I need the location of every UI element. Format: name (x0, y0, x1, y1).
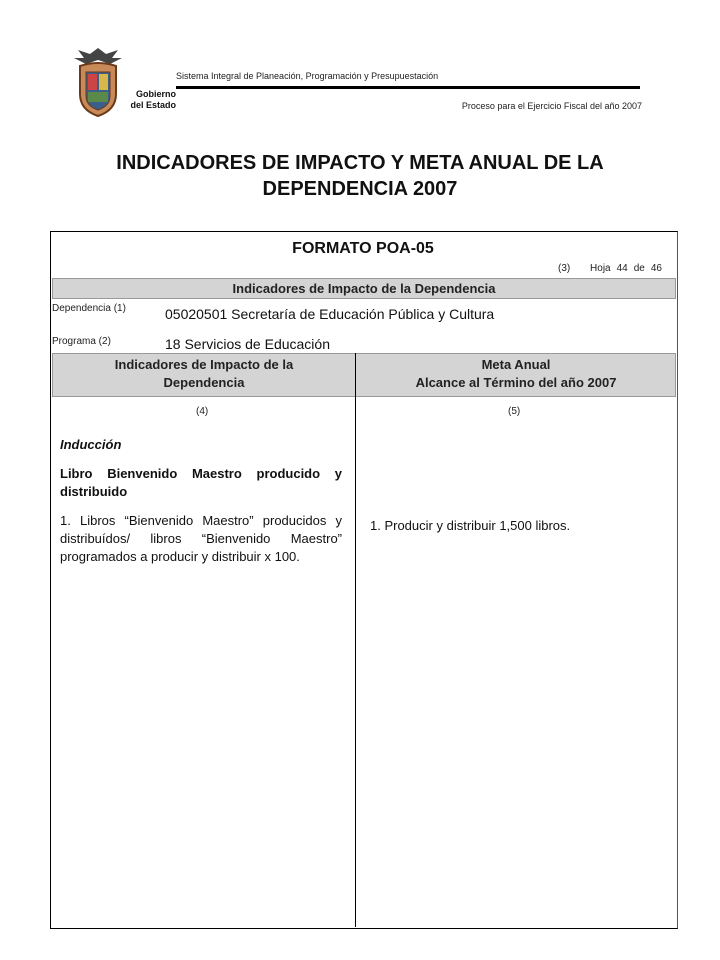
indicator-category: Inducción (60, 437, 122, 452)
gobierno-del-estado-label: Gobierno del Estado (130, 89, 176, 110)
form-title: FORMATO POA-05 (292, 240, 434, 257)
column-4-ref: (4) (196, 406, 209, 417)
programa-label: Programa (2) (52, 336, 111, 347)
sheet-number: (3) Hoja 44 de 46 (558, 263, 662, 274)
programa-value: 18 Servicios de Educación (165, 336, 330, 352)
column-divider (355, 353, 356, 927)
columns-header (52, 353, 676, 397)
dependencia-value: 05020501 Secretaría de Educación Pública y Cultura (165, 306, 495, 322)
form-frame (50, 231, 678, 929)
process-year: Proceso para el Ejercicio Fiscal del año 2007 (461, 101, 642, 111)
section-header: Indicadores de Impacto de la Dependencia (52, 278, 676, 299)
dependencia-label: Dependencia (1) (52, 303, 126, 314)
column-5-ref: (5) (508, 406, 521, 417)
system-name: Sistema Integral de Planeación, Programación y Presupuestación (176, 71, 439, 81)
annual-goal-text: 1. Producir y distribuir 1,500 libros. (370, 518, 571, 533)
annual-goal-column-header: Meta Anual Alcance al Término del año 2007 (415, 357, 617, 390)
indicator-title: Libro Bienvenido Maestro producido y distribuido (60, 466, 342, 499)
indicators-column-header: Indicadores de Impacto de la Dependencia (114, 357, 294, 390)
state-coat-of-arms-logo (70, 44, 126, 120)
indicator-formula: 1. Libros “Bienvenido Maestro” producidos y distribuídos/ libros “Bienvenido Maestro” programados a producir y distribuir x 100. (60, 513, 342, 564)
page-title: INDICADORES DE IMPACTO Y META ANUAL DE LA DEPENDENCIA 2007 (116, 152, 604, 200)
header-divider (176, 86, 640, 89)
